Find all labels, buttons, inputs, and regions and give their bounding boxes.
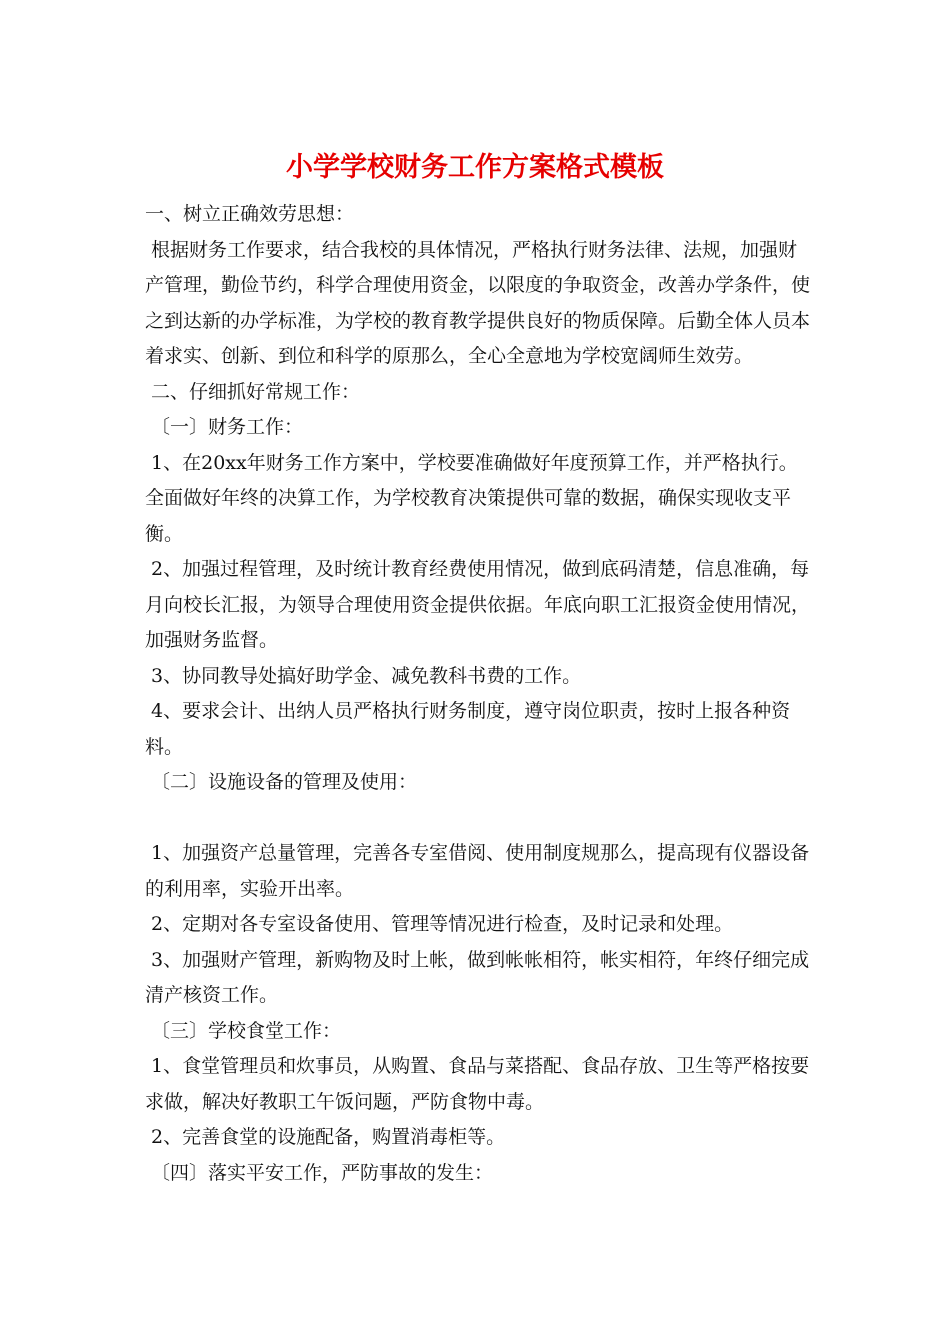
section-heading-1: 一、树立正确效劳思想： xyxy=(145,203,355,225)
subsection-heading-safety: 〔四〕落实平安工作，严防事故的发生： xyxy=(145,1161,494,1184)
canteen-item-2: 2、完善食堂的设施配备，购置消毒柜等。 xyxy=(145,1126,506,1148)
blank-line xyxy=(145,801,810,837)
subsection-heading-canteen: 〔三〕学校食堂工作： xyxy=(145,1019,342,1042)
finance-item-4: 4、要求会计、出纳人员严格执行财务制度，遵守岗位职责，按时上报各种资料。 xyxy=(145,700,791,758)
subsection-heading-facilities: 〔二〕设施设备的管理及使用： xyxy=(145,771,418,793)
document-body xyxy=(145,197,810,1191)
finance-item-1: 1、在20xx年财务工作方案中，学校要准确做好年度预算工作，并严格执行。全面做好年终的决算工作，为学校教育决策提供可靠的数据，确保实现收支平衡。 xyxy=(145,451,798,545)
finance-item-2: 2、加强过程管理，及时统计教育经费使用情况，做到底码清楚，信息准确，每月向校长汇报，为领导合理使用资金提供依据。年底向职工汇报资金使用情况，加强财务监督。 xyxy=(145,558,811,651)
subsection-heading-finance: 〔一〕财务工作： xyxy=(145,416,304,438)
paragraph-intro: 根据财务工作要求，结合我校的具体情况，严格执行财务法律、法规，加强财产管理，勤俭节约，科学合理使用资金，以限度的争取资金，改善办学条件，使之到达新的办学标准，为学校的教育教学提供良好的物质保障。后勤全体人员本着求实、创新、到位和科学的原那么，全心全意地为学校宽阔师生效劳。 xyxy=(145,238,811,367)
finance-item-3: 3、协同教导处搞好助学金、减免教科书费的工作。 xyxy=(145,664,582,687)
facilities-item-1: 1、加强资产总量管理，完善各专室借阅、使用制度规那么，提高现有仪器设备的利用率，实验开出率。 xyxy=(145,842,810,900)
facilities-item-2: 2、定期对各专室设备使用、管理等情况进行检查，及时记录和处理。 xyxy=(145,913,734,935)
section-heading-2: 二、仔细抓好常规工作： xyxy=(145,380,361,403)
document-title: 小学学校财务工作方案格式模板 xyxy=(286,152,664,183)
canteen-item-1: 1、食堂管理员和炊事员，从购置、食品与菜搭配、食品存放、卫生等严格按要求做，解决好教职工午饭问题，严防食物中毒。 xyxy=(145,1055,810,1113)
facilities-item-3: 3、加强财产管理，新购物及时上帐，做到帐帐相符，帐实相符，年终仔细完成清产核资工作。 xyxy=(145,948,810,1006)
